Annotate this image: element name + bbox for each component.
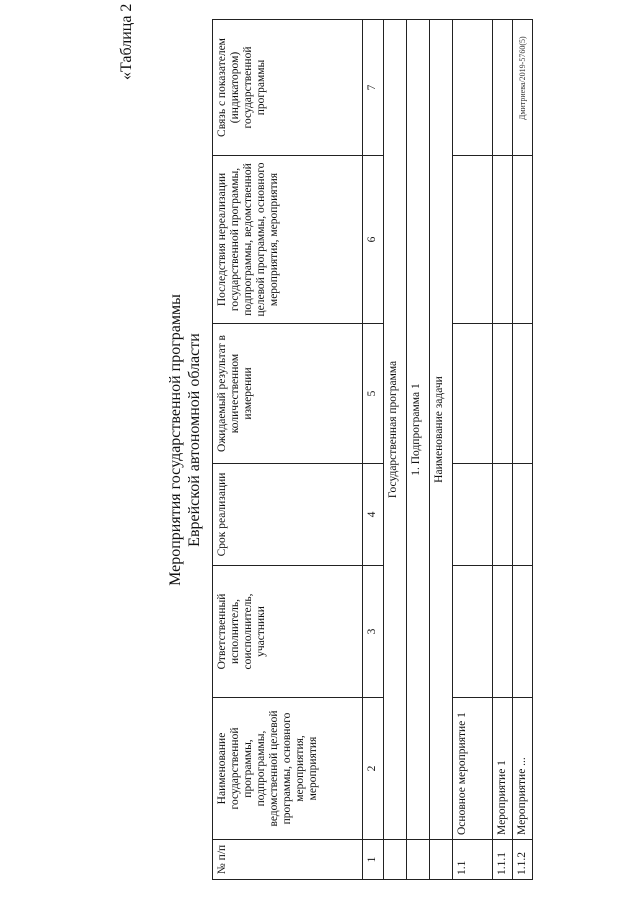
header-cell-indicator-link: Связь с показателем (индикатором) государственной программы [213,20,363,156]
header-cell-executor: Ответственный исполнитель, соисполнитель, участники [213,566,363,698]
subprogram-row [407,20,430,880]
subprogram-label: 1. Подпрограмма 1 [407,20,430,840]
column-number-row [363,20,384,880]
program-row [384,20,407,880]
header-cell-result: Ожидаемый результат в количественном измерении [213,324,363,464]
column-number: 3 [363,566,384,698]
table-row [513,20,533,880]
row-number: 1.1 [453,840,493,880]
column-number: 7 [363,20,384,156]
task-label: Наименование задачи [430,20,453,840]
header-cell-term: Срок реализации [213,464,363,566]
header-cell-consequences: Последствия нереализации государственной программы, подпрограммы, ведомственной целевой программы, основного мероприятия, мероприятия [213,156,363,324]
row-name: Мероприятие ... [513,698,533,840]
measures-table [212,19,533,880]
table-label: «Таблица 2 [118,3,135,80]
document-title [166,0,204,880]
column-number: 4 [363,464,384,566]
document-code: Дмитриева/2019-5760(5) [518,36,527,120]
task-row [430,20,453,880]
column-number: 5 [363,324,384,464]
header-cell-name: Наименование государственной программы, подпрограммы, ведомственной целевой программы, основного мероприятия, мероприятия [213,698,363,840]
table-row [453,20,493,880]
column-number: 6 [363,156,384,324]
header-cell-number: № п/п [213,840,363,880]
column-number: 2 [363,698,384,840]
row-number: 1.1.2 [513,840,533,880]
title-line-2: Еврейской автономной области [186,333,203,547]
row-name: Мероприятие 1 [493,698,513,840]
column-number: 1 [363,840,384,880]
title-line-1: Мероприятия государственной программы [167,294,184,586]
program-label: Государственная программа [384,20,407,840]
table-row [493,20,513,880]
row-name: Основное мероприятие 1 [453,698,493,840]
row-number: 1.1.1 [493,840,513,880]
rotated-page [118,0,538,880]
header-row [213,20,363,880]
